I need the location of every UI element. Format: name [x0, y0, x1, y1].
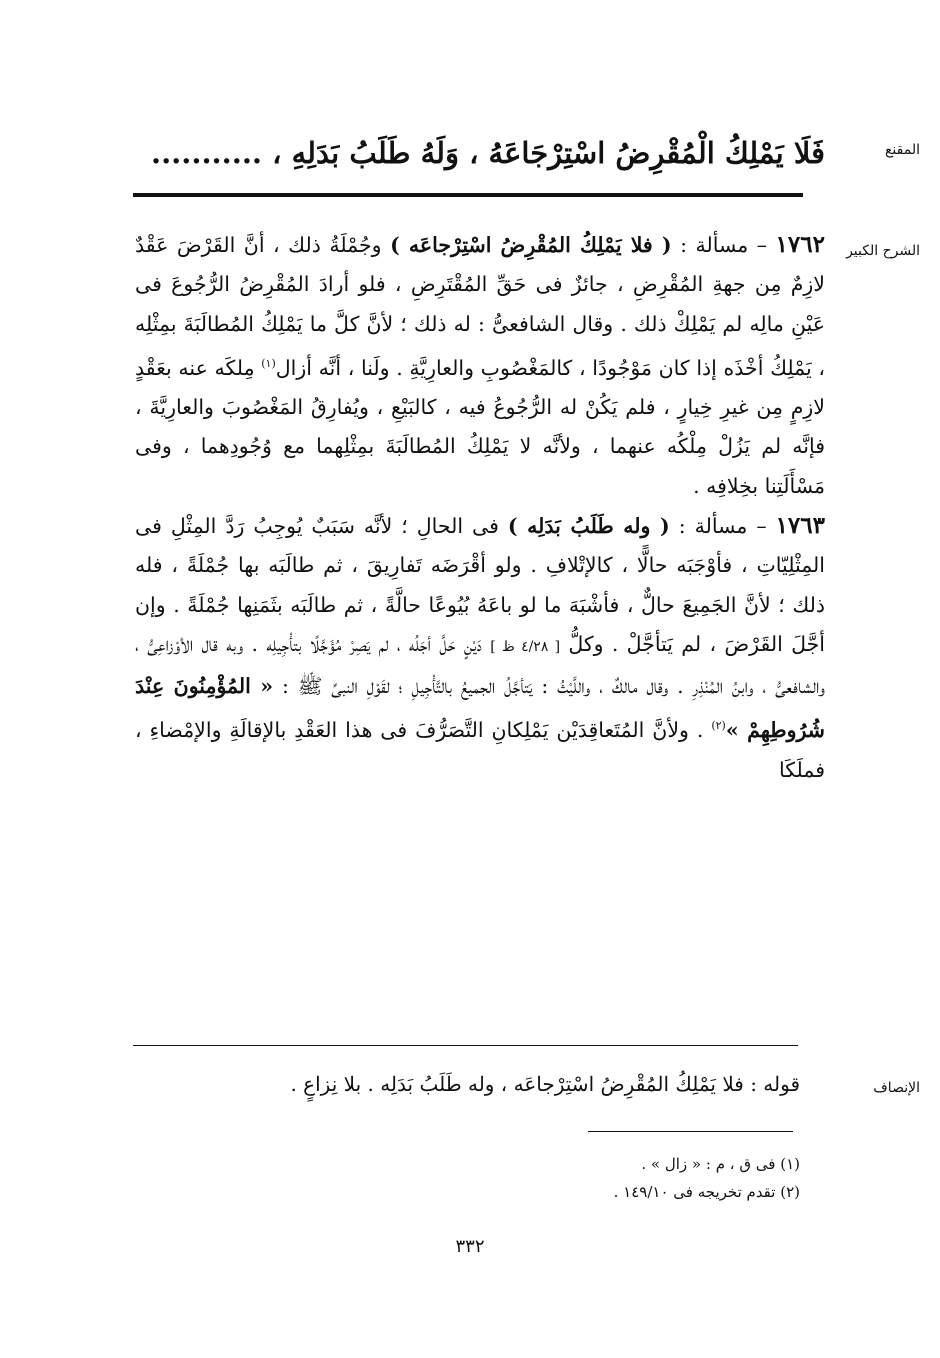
masala-1762: [135, 225, 825, 506]
footnote-marker: (٢): [711, 719, 726, 733]
footnote-2: (٢) تقدم تخريجه فى ١٤٩/١٠ .: [613, 1183, 800, 1201]
section-divider-thick: [133, 193, 803, 197]
masala-text: وجُمْلَةُ ذلك ، أنَّ القَرْضَ عَقْدٌ لازِمٌ مِن جهةِ المُقْرِضِ ، جائزٌ فى حَقِّ المُقْتَرِضِ ، فلو أرادَ المُقْرِضُ الرُّجُوعَ فى عَيْنِ مالِه لم يَمْلِكْ ذلك . وقال الشافعىُّ : له ذلك ؛ لأنَّ كلَّ ما يَمْلِكُ المُطالَبَةَ بمِثْلِه ، يَمْلِكُ أخْذَه إذا كان مَوْجُودًا ، كالمَغْصُوبِ والعارِيَّةِ . ولَنا ، أنَّه أزال: [135, 233, 825, 380]
masala-quote: ( وله طَلَبُ بَدَلِه ): [507, 513, 670, 538]
footnotes: [300, 1150, 800, 1206]
muqni-text: فَلَا يَمْلِكُ الْمُقْرِضُ اسْتِرْجَاعَهُ ، وَلَهُ طَلَبُ بَدَلِهِ ، ...........: [150, 136, 825, 170]
label-insaf: الإنصاف: [873, 1080, 920, 1096]
label-muqni: المقنع: [884, 142, 920, 158]
masala-number: ١٧٦٣: [775, 511, 825, 539]
masala-text: فى الحالِ ؛ لأنَّه سَبَبٌ يُوجِبُ رَدَّ المِثْلِ فى المِثْلِيّاتِ ، فأوْجَبَه حالًّا ، كالإتْلافِ . ولو أقْرَضَه تَفارِيقَ ، ثم طالَبَه بها جُمْلَةً ، فله ذلك ؛ لأنَّ الجَمِيعَ حالٌّ ، فأشْبَهَ ما لو باعَهُ بُيُوعًا حالَّةً ، ثم طالَبَه بثَمَنِها جُمْلَةً . وإن أجَّلَ القَرْضَ ، لم يَتأجَّلْ . وكلُّ: [135, 513, 825, 656]
section-divider-thin: [133, 1045, 798, 1046]
footnote-marker: (١): [261, 356, 276, 370]
sharh-body: [135, 225, 825, 790]
masala-text: . ولأنَّ المُتَعاقِدَيْن يَمْلِكانِ التَّصَرُّفَ فى هذا العَقْدِ بالإقالَةِ والإمْضاءِ ، فملَكَا: [135, 718, 825, 782]
masala-text: مِلكَه عنه بعَقْدٍ لازِمٍ مِن غيرِ خِيارٍ ، فلم يَكُنْ له الرُّجُوعُ فيه ، كالبَيْعِ ، ويُفارِقُ المَغْصُوبَ والعارِيَّةَ ، فإنَّه لم يَزُلْ مِلْكُه عنهما ، ولأنَّه لا يَمْلِكُ المُطالَبَةَ بمِثْلِهما مع وُجُودِهما ، وفى مَسْأَلَتِنا بخِلافِه .: [135, 355, 825, 498]
hadith-quote: « المُؤْمِنُونَ عِنْدَ شُرُوطِهِمْ »: [135, 674, 825, 743]
masala-number: ١٧٦٢: [775, 231, 825, 258]
masala-intro: – مسألة :: [680, 233, 768, 257]
page-number: ٣٣٢: [455, 1236, 485, 1257]
masala-intro: – مسألة :: [678, 513, 767, 538]
masala-text: دَيْنٍ حَلَّ أجَلُه ، لم يَصِرْ مُؤَجَّلًا بتأْجِيلِه . وبه قال الأوْزاعِىُّ ، والشافعىُّ ، وابنُ المُنْذِرِ . وقال مالكٌ ، واللَّيْثُ : يَتأجَّلُ الجميعُ بالتَّأْجِيلِ ؛ لقَوْلِ النبىِّ ﷺ :: [135, 631, 825, 699]
insaf-text: قوله : فلا يَمْلِكُ المُقْرِضُ اسْتِرْجاعَه ، وله طَلَبُ بَدَلِه . بلا نِزاعٍ .: [290, 1072, 800, 1096]
masala-quote: ( فلا يَمْلِكُ المُقْرِضُ اسْتِرْجاعَه ): [390, 233, 672, 257]
footnote-divider: [588, 1131, 793, 1132]
margin-reference: [ ٤/٢٨ ظ ]: [490, 638, 561, 655]
masala-1763: [135, 506, 825, 790]
label-sharh: الشرح الكبير: [846, 243, 920, 259]
footnote-1: (١) فى ق ، م : « زال » .: [641, 1155, 800, 1173]
